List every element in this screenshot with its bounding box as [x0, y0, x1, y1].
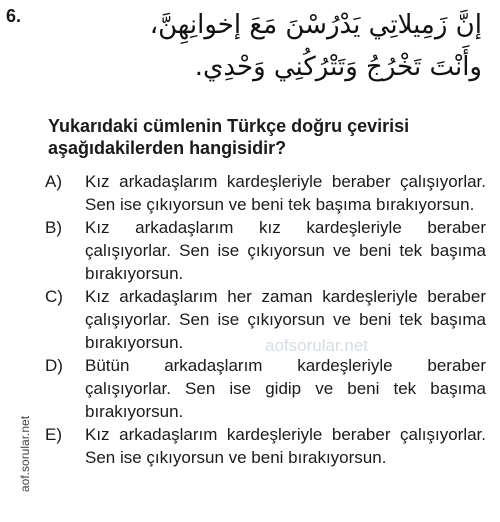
option-text: Bütün arkadaşlarım kardeşleriyle beraber çalışıyorlar. Sen ise gidip ve beni tek başıma bırakıyorsun.: [85, 356, 486, 421]
option-text: Kız arkadaşlarım her zaman kardeşleriyle beraber çalışıyorlar. Sen ise çıkıyorsun ve beni tek başıma bırakıyorsun.: [85, 287, 486, 352]
option-letter: E): [45, 425, 62, 444]
answer-options: [45, 170, 486, 469]
option-e[interactable]: [45, 423, 486, 469]
option-text: Kız arkadaşlarım kız kardeşleriyle beraber çalışıyorlar. Sen ise çıkıyorsun ve beni tek başıma bırakıyorsun.: [85, 218, 486, 283]
question-number: 6.: [6, 6, 22, 26]
option-a[interactable]: [45, 170, 486, 216]
option-letter: B): [45, 218, 62, 237]
option-letter: A): [45, 172, 62, 191]
side-watermark: aof.sorular.net: [18, 415, 32, 492]
option-d[interactable]: [45, 354, 486, 423]
option-text: Kız arkadaşlarım kardeşleriyle beraber çalışıyorlar. Sen ise çıkıyorsun ve beni bırakıyorsun.: [85, 425, 486, 467]
option-letter: D): [45, 356, 63, 375]
option-letter: C): [45, 287, 63, 306]
center-watermark: aofsorular.net: [265, 336, 369, 355]
option-b[interactable]: [45, 216, 486, 285]
question-prompt: Yukarıdaki cümlenin Türkçe doğru çevirisi aşağıdakilerden hangisidir?: [48, 116, 410, 158]
option-text: Kız arkadaşlarım kardeşleriyle beraber çalışıyorlar. Sen ise çıkıyorsun ve beni tek başıma bırakıyorsun.: [85, 172, 486, 214]
arabic-sentence: إنَّ زَمِيلاتِي يَدْرُسْنَ مَعَ إخوانِهِنَّ، وأَنْتَ تَخْرُجُ وَتَتْرُكُنِي وَحْدِي.: [149, 10, 482, 82]
